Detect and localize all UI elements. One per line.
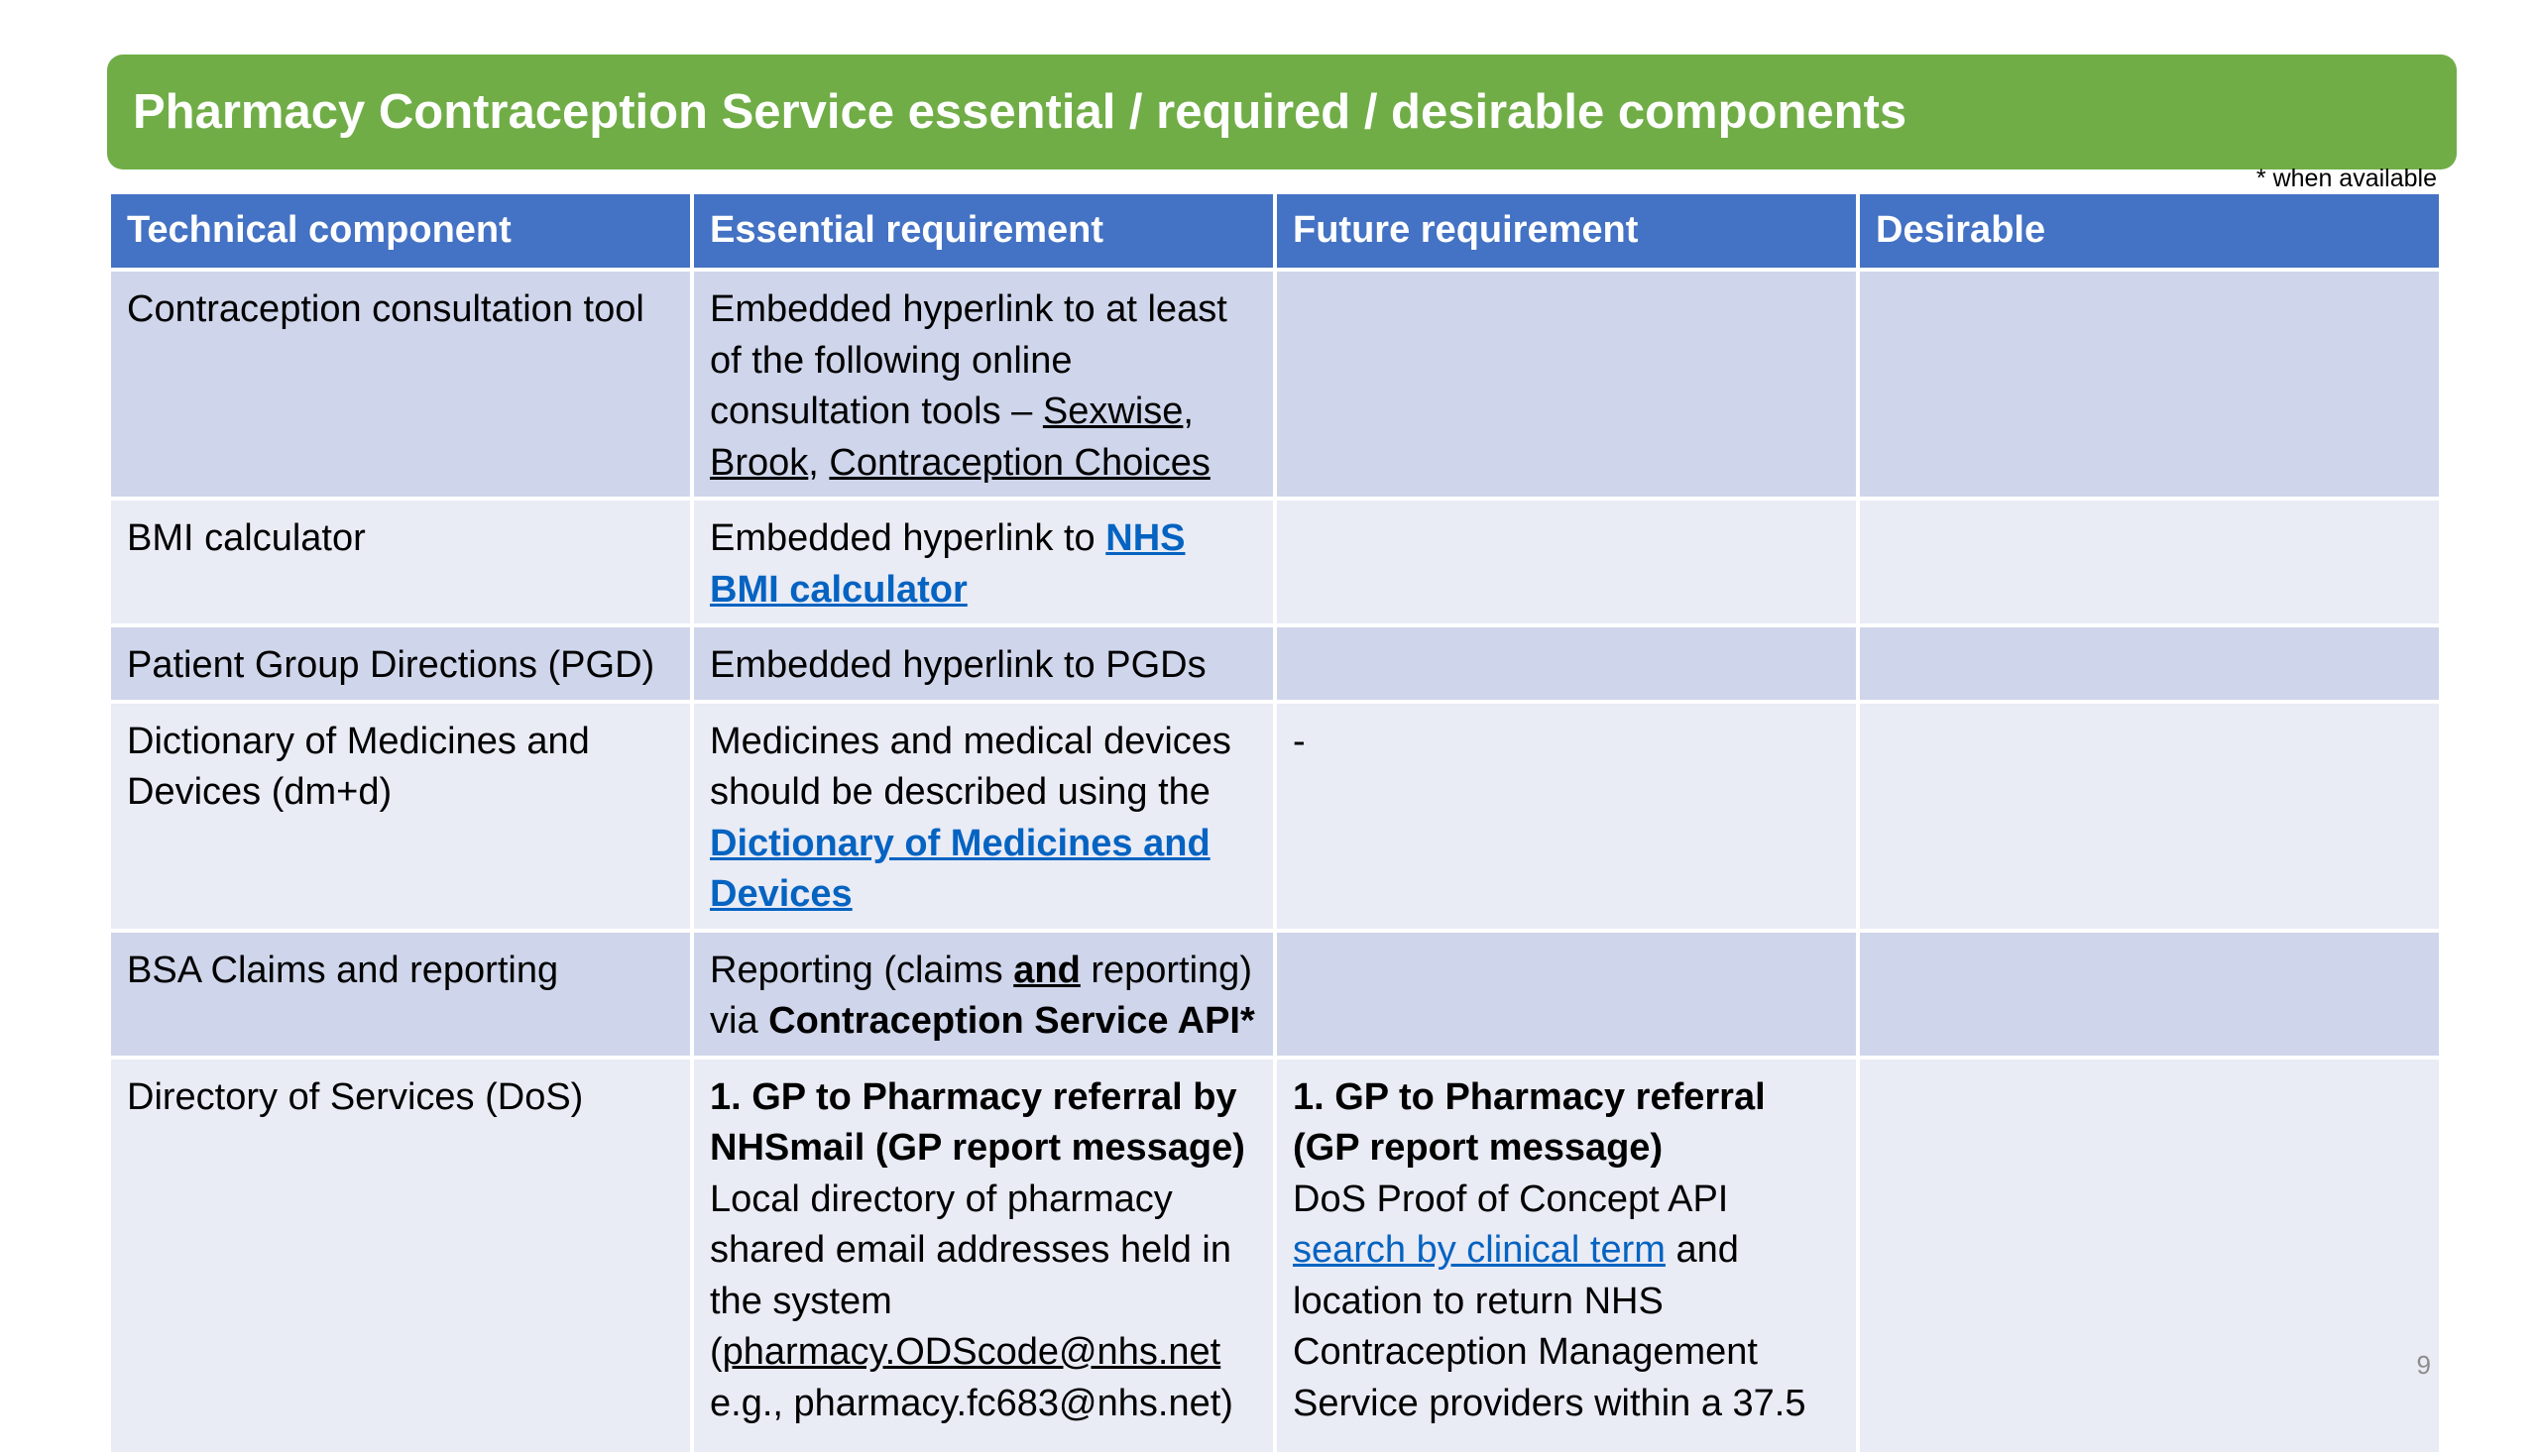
table-row	[109, 1058, 2441, 1454]
future-cell	[1275, 625, 1858, 702]
header-future-requirement: Future requirement	[1275, 192, 1858, 270]
future-text: and location to return NHS Contraception Management Service providers within a 37.5	[1293, 1229, 1806, 1424]
essential-cell: Embedded hyperlink to PGDs	[692, 625, 1275, 702]
brook-link[interactable]: Brook	[710, 441, 809, 484]
component-cell: BSA Claims and reporting	[109, 931, 692, 1058]
sexwise-link[interactable]: Sexwise	[1042, 391, 1184, 432]
header-essential-requirement: Essential requirement	[692, 192, 1275, 270]
future-heading: 1. GP to Pharmacy referral (GP report message)	[1293, 1075, 1766, 1169]
essential-cell	[692, 931, 1275, 1058]
table-header-row	[109, 192, 2441, 270]
dmd-link[interactable]: Dictionary of Medicines and Devices	[710, 822, 1211, 915]
nhs-bmi-calculator-link[interactable]: NHS BMI calculator	[710, 517, 1186, 611]
table-row	[109, 625, 2441, 702]
component-cell: Contraception consultation tool	[109, 270, 692, 499]
component-cell: Directory of Services (DoS)	[109, 1058, 692, 1454]
component-cell: BMI calculator	[109, 499, 692, 625]
component-cell: Patient Group Directions (PGD)	[109, 625, 692, 702]
desirable-cell	[1858, 702, 2441, 931]
table-row	[109, 499, 2441, 625]
clinical-term-search-link[interactable]: search by clinical term	[1293, 1229, 1666, 1271]
api-name: Contraception Service API*	[768, 1000, 1255, 1042]
essential-text: reporting) via	[710, 949, 1252, 1042]
essential-cell	[692, 499, 1275, 625]
desirable-cell	[1858, 270, 2441, 499]
essential-text: Embedded hyperlink to at least of the following online consultation tools –	[710, 288, 1227, 432]
desirable-cell	[1858, 499, 2441, 625]
future-cell: -	[1275, 702, 1858, 931]
component-cell: Dictionary of Medicines and Devices (dm+d)	[109, 702, 692, 931]
future-cell	[1275, 931, 1858, 1058]
future-cell	[1275, 499, 1858, 625]
essential-cell	[692, 270, 1275, 499]
desirable-cell	[1858, 1058, 2441, 1454]
contraception-choices-link[interactable]: Contraception Choices	[829, 441, 1211, 484]
separator: ,	[1183, 391, 1194, 432]
essential-text: Local directory of pharmacy shared email addresses held in the system (	[710, 1177, 1231, 1373]
desirable-cell	[1858, 625, 2441, 702]
essential-text: Embedded hyperlink to	[710, 517, 1106, 559]
future-cell	[1275, 1058, 1858, 1454]
future-cell	[1275, 270, 1858, 499]
emphasis-and: and	[1013, 949, 1081, 991]
separator: ,	[808, 441, 830, 484]
table-row	[109, 702, 2441, 931]
components-table	[107, 190, 2443, 1456]
essential-cell	[692, 1058, 1275, 1454]
essential-text: Medicines and medical devices should be described using the	[710, 720, 1231, 813]
page-number: 9	[2416, 1350, 2431, 1380]
future-text: DoS Proof of Concept API	[1293, 1177, 1729, 1220]
essential-example: e.g., pharmacy.fc683@nhs.net)	[710, 1382, 1233, 1424]
essential-heading: 1. GP to Pharmacy referral by NHSmail (GP report message)	[710, 1075, 1245, 1169]
essential-cell	[692, 702, 1275, 931]
title-banner	[107, 55, 2457, 169]
availability-note: * when available	[2255, 165, 2437, 192]
header-technical-component: Technical component	[109, 192, 692, 270]
table-row	[109, 931, 2441, 1058]
page-title: Pharmacy Contraception Service essential / required / desirable components	[133, 85, 1907, 139]
email-address-link[interactable]: pharmacy.ODScode@nhs.net	[722, 1331, 1221, 1373]
desirable-cell	[1858, 931, 2441, 1058]
essential-text: Reporting (claims	[710, 949, 1014, 991]
header-desirable: Desirable	[1858, 192, 2441, 270]
table-row	[109, 270, 2441, 499]
